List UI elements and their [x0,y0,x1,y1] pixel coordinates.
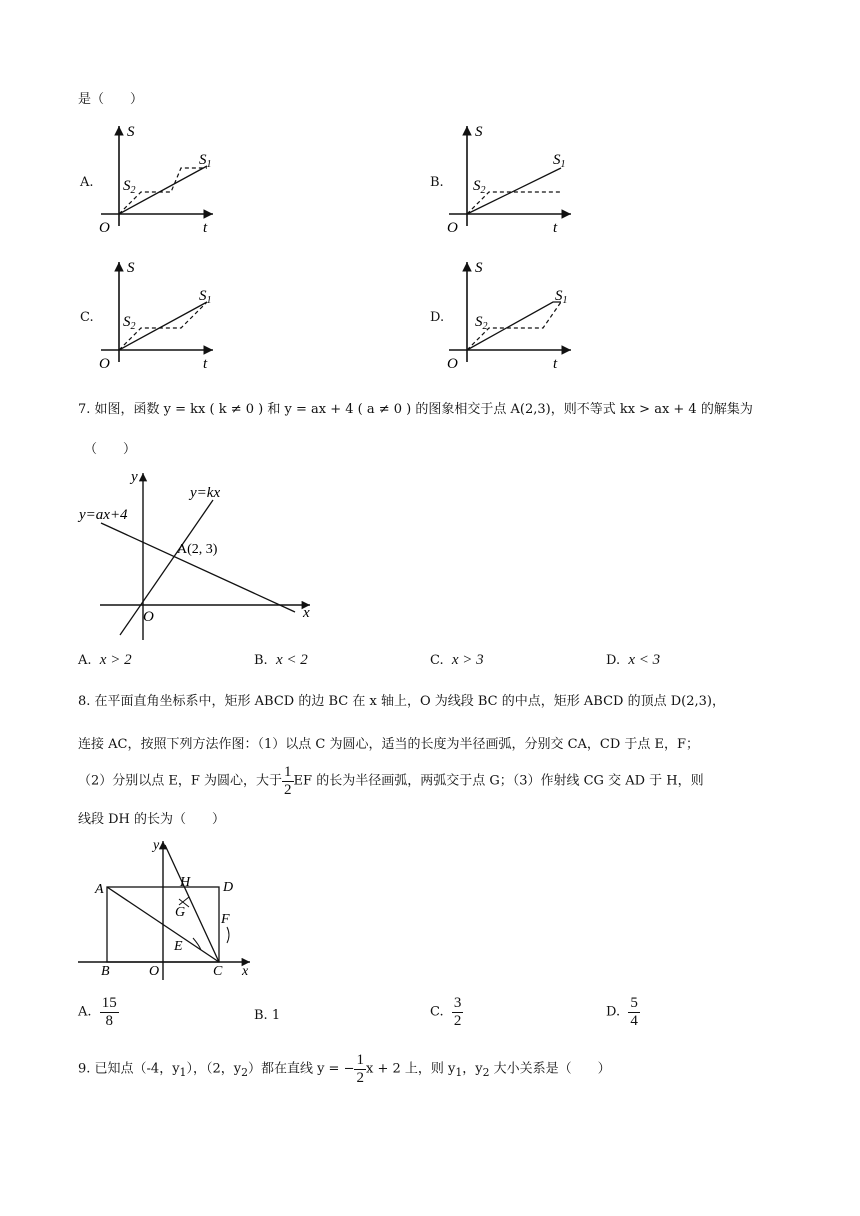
q6-option-c-graph [95,254,225,374]
q8-option-b: B. 1 [254,1008,281,1023]
s2-label: $S_2$ [473,178,486,196]
q6-option-d-label: D. [430,310,445,325]
q6-option-b-label: B. [430,175,444,190]
label-x: x [242,964,249,979]
x-axis-label: x [303,605,310,621]
q8-option-a: A. $\frac{15}{8}$ [78,995,117,1029]
q7-figure [75,465,325,645]
q7-question-line1: 7. 如图，函数 y = kx ( k ≠ 0 ) 和 y = ax + 4 ( a ≠ 0 ) 的图象相交于点 A(2,3)，则不等式 kx > ax + 4 的解集为 [78,402,753,417]
q7-option-c: C. x > 3 [430,652,484,668]
axis-label-t: t [553,220,558,236]
axis-label-s: S [127,260,135,276]
q8-question-line1: 8. 在平面直角坐标系中，矩形 ABCD 的边 BC 在 x 轴上，O 为线段 BC 的中点，矩形 ABCD 的顶点 D(2,3)， [78,694,725,709]
label-g: G [175,905,186,920]
label-y: y [153,838,160,853]
s2-label: $S_2$ [123,178,136,196]
q6-option-a-label: A. [80,175,94,190]
y-axis-label: y [131,469,138,485]
label-d: D [223,880,234,895]
axis-label-s: S [127,124,135,140]
s1-label: $S_1$ [199,152,212,170]
q8-option-d: D. $\frac{5}{4}$ [606,995,638,1029]
q9-question: 9. 已知点（-4，$y_1$），（2，$y_2$）都在直线 y = − $\frac{1}{2}$ x + 2 上，则 $y_1$，$y_2$ 大小关系是（ ） [78,1052,611,1086]
q8-question-line3: （2）分别以点 E，F 为圆心，大于 $\frac{1}{2}$ EF 的长为半径画弧，两弧交于点 G；（3）作射线 CG 交 AD 于 H，则 [78,764,704,798]
q6-option-a-graph [95,118,225,238]
q7-option-a: A. x > 2 [78,652,132,668]
s1-label: $S_1$ [553,152,566,170]
axis-label-t: t [203,356,208,372]
q6-tail-text: 是（ ） [78,92,144,107]
s1-label: $S_1$ [199,288,212,306]
line-ax-label: y=ax+4 [79,507,128,523]
q7-option-d: D. x < 3 [606,652,661,668]
label-c: C [213,964,223,979]
label-h: H [180,875,191,890]
s2-label: $S_2$ [123,314,136,332]
label-b: B [101,964,110,979]
label-f: F [221,912,230,927]
q6-option-c-label: C. [80,310,94,325]
line-kx-label: y=kx [190,485,221,501]
axis-label-t: t [203,220,208,236]
s2-label: $S_2$ [475,314,488,332]
s1-label: $S_1$ [555,288,568,306]
origin-label: O [99,356,110,372]
q7-question-line2: （ ） [84,442,137,457]
fraction-one-half: $\frac{1}{2}$ [356,1052,364,1086]
origin-label: O [447,220,458,236]
q8-question-line4: 线段 DH 的长为（ ） [78,812,226,827]
label-o: O [149,964,160,979]
origin-label: O [99,220,110,236]
q6-option-b-graph [443,118,583,238]
fraction-one-half: $\frac{1}{2}$ [284,764,292,798]
q7-option-b: B. x < 2 [254,652,308,668]
label-a: A [95,882,104,897]
axis-label-s: S [475,260,483,276]
q8-option-c: C. $\frac{3}{2}$ [430,995,462,1029]
q8-question-line2: 连接 AC，按照下列方法作图：（1）以点 C 为圆心，适当的长度为半径画弧，分别交 CA，CD 于点 E，F； [78,737,700,752]
point-a-label: A(2, 3) [177,542,218,557]
q8-figure [75,835,260,985]
label-e: E [174,939,183,954]
origin-label: O [447,356,458,372]
origin-label: O [143,609,154,625]
q6-option-d-graph [443,254,583,374]
axis-label-t: t [553,356,558,372]
axis-label-s: S [475,124,483,140]
